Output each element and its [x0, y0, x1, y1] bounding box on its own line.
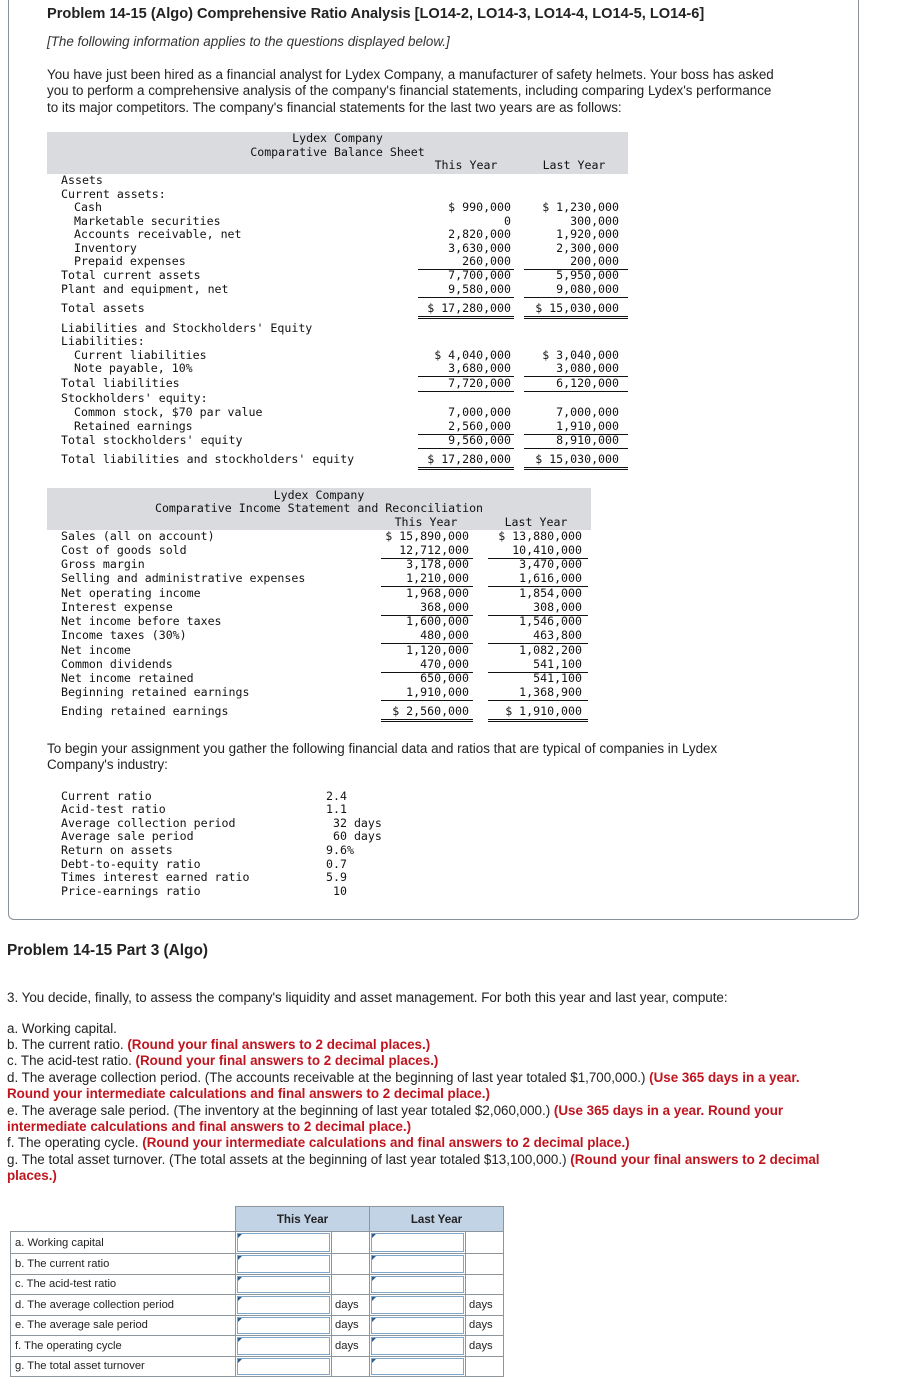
bs-row-last: 1,920,000: [556, 227, 619, 241]
answer-input-this[interactable]: [237, 1317, 330, 1335]
answer-unit-last: [466, 1356, 504, 1377]
is-row-this: 1,600,000: [406, 614, 469, 628]
bs-row-label: Liabilities:: [61, 334, 145, 348]
answer-row-label: a. Working capital: [11, 1232, 236, 1254]
income-statement-company: Lydex Company: [273, 488, 365, 502]
answer-unit-last: days: [466, 1336, 504, 1357]
answer-input-this[interactable]: [237, 1337, 330, 1355]
answer-unit-last: days: [466, 1295, 504, 1316]
industry-ratio-value: 10: [333, 884, 347, 898]
answer-unit-this: days: [332, 1336, 370, 1357]
is-row-this: $ 2,560,000: [381, 705, 473, 722]
answer-input-last[interactable]: [371, 1337, 464, 1355]
industry-ratio-label: Current ratio: [61, 789, 152, 803]
answer-row-label: g. The total asset turnover: [11, 1356, 236, 1377]
is-row-last: $ 1,910,000: [488, 705, 588, 722]
is-row-this: 368,000: [381, 601, 473, 616]
answer-cell-last: [370, 1274, 466, 1295]
answer-row: [11, 1356, 504, 1377]
industry-ratio-value: 5.9: [326, 870, 347, 884]
answer-input-this[interactable]: [237, 1358, 330, 1376]
is-row-this: 1,210,000: [381, 572, 473, 587]
question-g-cont: places.): [7, 1168, 57, 1183]
balance-sheet-col-last: Last Year: [542, 158, 606, 172]
answer-row: [11, 1274, 504, 1295]
answer-unit-this: [332, 1356, 370, 1377]
answer-cell-last: [370, 1232, 466, 1254]
answer-input-this[interactable]: [237, 1255, 330, 1273]
answer-unit-last: [466, 1232, 504, 1254]
bs-row-this: $ 4,040,000: [434, 348, 511, 362]
bs-row-this: $ 990,000: [448, 200, 511, 214]
answer-cell-this: [236, 1274, 332, 1295]
is-row-this: 3,178,000: [406, 557, 469, 571]
question-d-cont: Round your intermediate calculations and final answers to 2 decimal place.): [7, 1086, 490, 1101]
part3-heading: Problem 14-15 Part 3 (Algo): [7, 942, 208, 959]
industry-ratio-label: Price-earnings ratio: [61, 884, 201, 898]
answer-unit-this: [332, 1254, 370, 1275]
answer-cell-last: [370, 1356, 466, 1377]
bs-row-last: 200,000: [524, 255, 628, 270]
answer-input-last[interactable]: [371, 1233, 464, 1252]
answer-row-label: b. The current ratio: [11, 1254, 236, 1275]
answer-cell-last: [370, 1315, 466, 1336]
is-row-last: 10,410,000: [488, 544, 588, 559]
bs-row-label: Total liabilities: [61, 376, 180, 390]
is-row-label: Net income before taxes: [61, 614, 222, 628]
question-e: e. The average sale period. (The inventory at the beginning of last year totaled $2,060,000.) (Use 365 days in a year. Round your: [7, 1103, 784, 1118]
bs-row-label: Common stock, $70 par value: [74, 405, 263, 419]
industry-intro: To begin your assignment you gather the following financial data and ratios that are typical of companies in Lydex Company's industry:: [47, 741, 718, 773]
industry-ratio-value: 9.6%: [326, 843, 354, 857]
industry-ratio-value: 0.7: [326, 857, 347, 871]
is-row-last: 1,082,200: [519, 643, 582, 657]
intro-paragraph: You have just been hired as a financial analyst for Lydex Company, a manufacturer of safety helmets. Your boss has asked you to perform a comprehensive analysis of the company's financial statements, including comparing Lydex's performance to its major competitors. The company's financial statements for the last two years are as follows:: [47, 67, 774, 115]
is-row-label: Net income retained: [61, 671, 194, 685]
answer-cell-last: [370, 1336, 466, 1357]
bs-row-label: Prepaid expenses: [74, 254, 186, 268]
answer-row-label: d. The average collection period: [11, 1295, 236, 1316]
is-row-label: Cost of goods sold: [61, 543, 187, 557]
industry-ratio-value: 2.4: [326, 789, 347, 803]
question-g: g. The total asset turnover. (The total assets at the beginning of last year totaled $13,100,000.) (Round your final answers to 2 decimal: [7, 1152, 820, 1167]
answer-input-last[interactable]: [371, 1317, 464, 1335]
bs-row-last: 9,080,000: [524, 283, 628, 298]
bs-row-last: 7,000,000: [556, 405, 619, 419]
answer-row-label: c. The acid-test ratio: [11, 1274, 236, 1295]
answer-input-this[interactable]: [237, 1233, 330, 1252]
answer-col-last: Last Year: [370, 1207, 504, 1232]
answer-cell-this: [236, 1295, 332, 1316]
is-row-this: 1,968,000: [406, 586, 469, 600]
industry-ratio-label: Average sale period: [61, 829, 194, 843]
bs-row-this: 9,560,000: [418, 434, 514, 449]
answer-col-this: This Year: [236, 1207, 370, 1232]
question-e-cont: intermediate calculations and final answers to 2 decimal place.): [7, 1119, 412, 1134]
bs-row-last: 3,080,000: [524, 362, 628, 377]
bs-row-last: 6,120,000: [524, 377, 628, 392]
is-row-last: $ 13,880,000: [498, 529, 582, 543]
industry-ratio-label: Average collection period: [61, 816, 236, 830]
is-row-last: 308,000: [488, 601, 588, 616]
answer-row: [11, 1232, 504, 1254]
answer-unit-last: [466, 1274, 504, 1295]
bs-row-this: 0: [504, 214, 511, 228]
industry-ratio-value: 32 days: [333, 816, 382, 830]
is-row-label: Net income: [61, 643, 131, 657]
bs-row-label: Current assets:: [61, 187, 166, 201]
bs-row-label: Retained earnings: [74, 419, 193, 433]
bs-row-this: 3,680,000: [418, 362, 514, 377]
is-row-last: 541,100: [533, 671, 582, 685]
bs-row-label: Total assets: [61, 301, 145, 315]
answer-row: [11, 1315, 504, 1336]
is-row-last: 1,854,000: [519, 586, 582, 600]
industry-ratio-label: Times interest earned ratio: [61, 870, 250, 884]
bs-row-last: $ 15,030,000: [524, 453, 628, 470]
is-row-this: 1,120,000: [406, 643, 469, 657]
bs-row-last: 5,950,000: [556, 268, 619, 282]
bs-row-this: 7,700,000: [448, 268, 511, 282]
industry-ratio-label: Acid-test ratio: [61, 802, 166, 816]
answer-cell-last: [370, 1295, 466, 1316]
answer-table: [10, 1206, 504, 1377]
bs-row-label: Assets: [61, 173, 103, 187]
is-row-label: Interest expense: [61, 600, 173, 614]
bs-row-this: 3,630,000: [448, 241, 511, 255]
bs-row-label: Cash: [74, 200, 102, 214]
balance-sheet-title: Comparative Balance Sheet: [250, 145, 425, 159]
answer-cell-last: [370, 1254, 466, 1275]
answer-input-last[interactable]: [371, 1276, 464, 1294]
question-d: d. The average collection period. (The accounts receivable at the beginning of last year totaled $1,700,000.) (Use 365 days in a year.: [7, 1070, 800, 1085]
bs-row-this: 260,000: [418, 255, 514, 270]
answer-cell-this: [236, 1315, 332, 1336]
balance-sheet-company: Lydex Company: [292, 131, 383, 145]
question-a: a. Working capital.: [7, 1021, 117, 1036]
is-row-label: Selling and administrative expenses: [61, 571, 306, 585]
problem-title: Problem 14-15 (Algo) Comprehensive Ratio Analysis [LO14-2, LO14-3, LO14-4, LO14-5, LO14-6]: [47, 6, 705, 22]
bs-row-this: 9,580,000: [418, 283, 514, 298]
answer-table-corner: [11, 1207, 236, 1232]
answer-cell-this: [236, 1232, 332, 1254]
is-row-label: Net operating income: [61, 586, 201, 600]
info-note: [The following information applies to the questions displayed below.]: [47, 34, 450, 49]
bs-row-label: Inventory: [74, 241, 137, 255]
answer-row: [11, 1336, 504, 1357]
balance-sheet-col-this: This Year: [434, 158, 498, 172]
answer-unit-last: [466, 1254, 504, 1275]
is-row-label: Sales (all on account): [61, 529, 215, 543]
bs-row-last: 300,000: [570, 214, 619, 228]
answer-input-this[interactable]: [237, 1296, 330, 1314]
answer-cell-this: [236, 1336, 332, 1357]
answer-unit-this: [332, 1232, 370, 1254]
question-c: c. The acid-test ratio. (Round your final answers to 2 decimal places.): [7, 1053, 439, 1068]
is-row-last: 463,800: [488, 629, 588, 644]
is-row-this: 470,000: [381, 658, 473, 673]
bs-row-this: 2,820,000: [448, 227, 511, 241]
answer-unit-this: days: [332, 1315, 370, 1336]
income-statement-col-this: This Year: [394, 515, 458, 529]
answer-unit-this: [332, 1274, 370, 1295]
bs-row-this: $ 17,280,000: [418, 302, 514, 319]
answer-row: [11, 1254, 504, 1275]
bs-row-label: Note payable, 10%: [74, 361, 193, 375]
bs-row-label: Accounts receivable, net: [74, 227, 242, 241]
answer-input-last[interactable]: [371, 1358, 464, 1376]
is-row-last: 1,368,900: [488, 686, 588, 701]
question-b: b. The current ratio. (Round your final answers to 2 decimal places.): [7, 1037, 431, 1052]
bs-row-label: Total liabilities and stockholders' equity: [61, 452, 355, 466]
is-row-this: 1,910,000: [381, 686, 473, 701]
income-statement-title: Comparative Income Statement and Reconciliation: [154, 501, 484, 515]
bs-row-this: 2,560,000: [418, 420, 514, 435]
answer-row-label: e. The average sale period: [11, 1315, 236, 1336]
bs-row-last: 2,300,000: [556, 241, 619, 255]
answer-unit-this: days: [332, 1295, 370, 1316]
industry-ratio-label: Debt-to-equity ratio: [61, 857, 201, 871]
is-row-label: Ending retained earnings: [61, 704, 229, 718]
answer-unit-last: days: [466, 1315, 504, 1336]
bs-row-last: 1,910,000: [524, 420, 628, 435]
bs-row-label: Total stockholders' equity: [61, 433, 243, 447]
bs-row-last: 8,910,000: [524, 434, 628, 449]
answer-cell-this: [236, 1254, 332, 1275]
is-row-label: Gross margin: [61, 557, 145, 571]
bs-row-last: $ 1,230,000: [542, 200, 619, 214]
industry-ratio-label: Return on assets: [61, 843, 173, 857]
is-row-last: 1,616,000: [488, 572, 588, 587]
bs-row-label: Current liabilities: [74, 348, 207, 362]
bs-row-label: Marketable securities: [74, 214, 221, 228]
answer-input-last[interactable]: [371, 1255, 464, 1273]
bs-row-label: Total current assets: [61, 268, 201, 282]
is-row-label: Common dividends: [61, 657, 173, 671]
bs-row-last: $ 15,030,000: [524, 302, 628, 319]
bs-row-label: Plant and equipment, net: [61, 282, 229, 296]
bs-row-this: $ 17,280,000: [418, 453, 514, 470]
bs-row-label: Liabilities and Stockholders' Equity: [61, 321, 313, 335]
question-f: f. The operating cycle. (Round your intermediate calculations and final answers to 2 decimal place.): [7, 1135, 630, 1150]
is-row-this: 650,000: [420, 671, 469, 685]
bs-row-last: $ 3,040,000: [542, 348, 619, 362]
answer-cell-this: [236, 1356, 332, 1377]
is-row-last: 3,470,000: [519, 557, 582, 571]
bs-row-this: 7,720,000: [418, 377, 514, 392]
is-row-last: 541,100: [488, 658, 588, 673]
answer-row-label: f. The operating cycle: [11, 1336, 236, 1357]
industry-ratio-value: 1.1: [326, 802, 347, 816]
answer-input-this[interactable]: [237, 1276, 330, 1294]
is-row-last: 1,546,000: [519, 614, 582, 628]
is-row-this: 12,712,000: [381, 544, 473, 559]
is-row-this: $ 15,890,000: [385, 529, 469, 543]
industry-ratio-value: 60 days: [333, 829, 382, 843]
bs-row-this: 7,000,000: [448, 405, 511, 419]
is-row-label: Beginning retained earnings: [61, 685, 250, 699]
bs-row-label: Stockholders' equity:: [61, 391, 208, 405]
part3-intro: 3. You decide, finally, to assess the company's liquidity and asset management. For both this year and last year, compute:: [7, 990, 728, 1005]
answer-input-last[interactable]: [371, 1296, 464, 1314]
answer-row: [11, 1295, 504, 1316]
income-statement-col-last: Last Year: [504, 515, 568, 529]
is-row-label: Income taxes (30%): [61, 628, 187, 642]
is-row-this: 480,000: [381, 629, 473, 644]
